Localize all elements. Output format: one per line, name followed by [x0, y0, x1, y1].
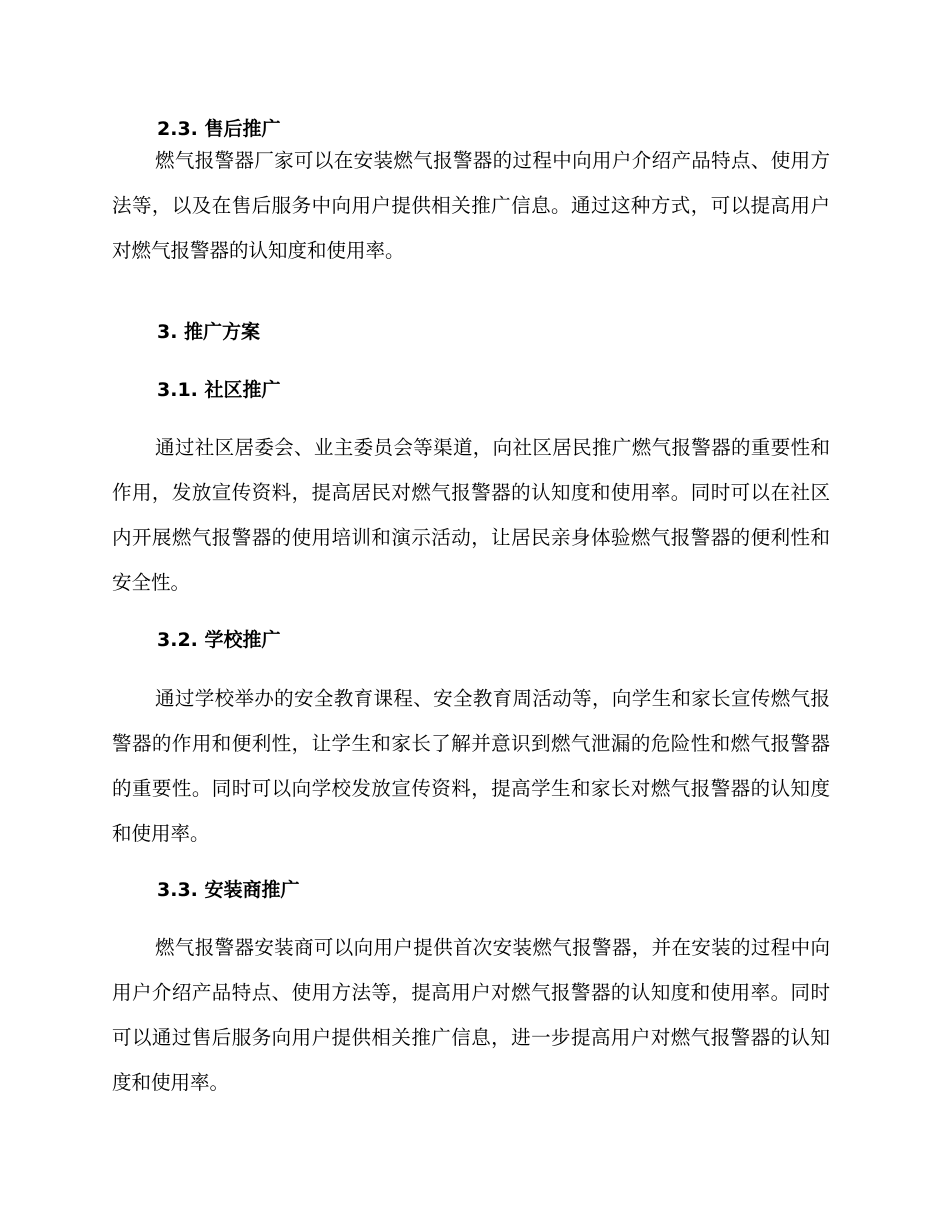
section-body-2-3: 燃气报警器厂家可以在安装燃气报警器的过程中向用户介绍产品特点、使用方法等，以及在售后服务中向用户提供相关推广信息。通过这种方式，可以提高用户对燃气报警器的认知度和使用率。 [112, 149, 830, 262]
section-heading-3-2: 3.2. 学校推广 [157, 629, 281, 651]
section-body-3-3: 燃气报警器安装商可以向用户提供首次安装燃气报警器，并在安装的过程中向用户介绍产品特点、使用方法等，提高用户对燃气报警器的认知度和使用率。同时可以通过售后服务向用户提供相关推广信息，进一步提高用户对燃气报警器的认知度和使用率。 [112, 936, 830, 1094]
section-heading-2-3: 2.3. 售后推广 [157, 118, 281, 140]
section-heading-3: 3. 推广方案 [157, 321, 261, 343]
section-body-3-2: 通过学校举办的安全教育课程、安全教育周活动等，向学生和家长宣传燃气报警器的作用和便利性，让学生和家长了解并意识到燃气泄漏的危险性和燃气报警器的重要性。同时可以向学校发放宣传资料，提高学生和家长对燃气报警器的认知度和使用率。 [112, 687, 830, 845]
section-body-3-1: 通过社区居委会、业主委员会等渠道，向社区居民推广燃气报警器的重要性和作用，发放宣传资料，提高居民对燃气报警器的认知度和使用率。同时可以在社区内开展燃气报警器的使用培训和演示活动，让居民亲身体验燃气报警器的便利性和安全性。 [112, 436, 830, 594]
section-heading-3-3: 3.3. 安装商推广 [157, 879, 300, 901]
section-heading-3-1: 3.1. 社区推广 [157, 379, 281, 401]
